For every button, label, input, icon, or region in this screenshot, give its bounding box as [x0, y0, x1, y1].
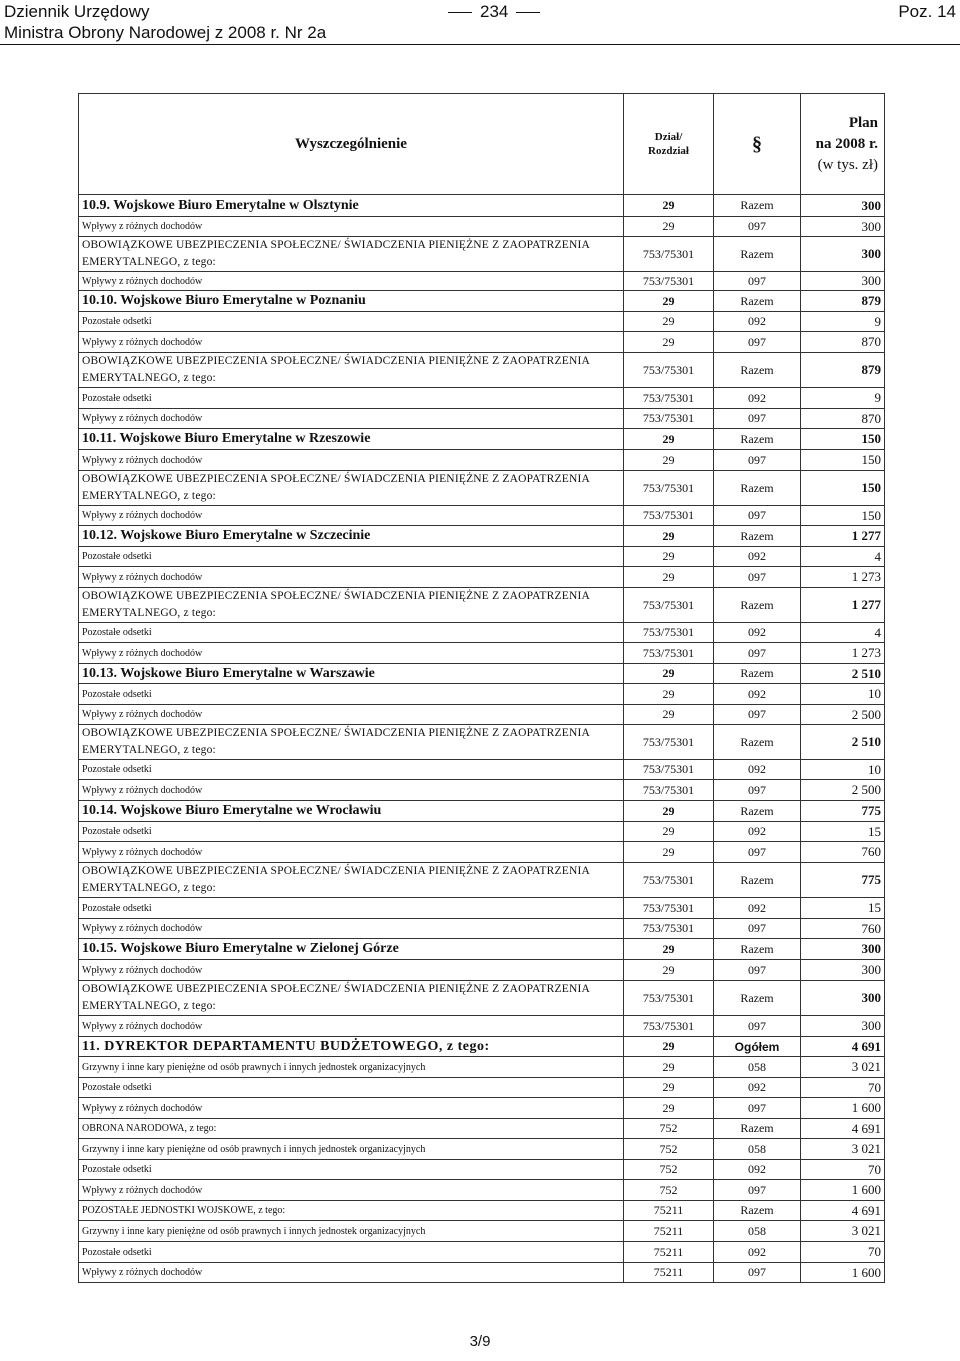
ministry-line: Ministra Obrony Narodowej z 2008 r. Nr 2a	[4, 23, 327, 42]
row-dzial: 29	[624, 705, 714, 725]
row-description: OBOWIĄZKOWE UBEZPIECZENIA SPOŁECZNE/ ŚWIADCZENIA PIENIĘŻNE Z ZAOPATRZENIA EMERYTALNEGO, z tego:	[79, 471, 624, 506]
row-plan-value: 150	[801, 450, 885, 471]
row-plan-value: 775	[801, 863, 885, 898]
table-row	[79, 471, 885, 506]
row-plan-value: 4 691	[801, 1037, 885, 1057]
row-description: Wpływy z różnych dochodów	[79, 409, 624, 429]
row-paragraph: 092	[714, 760, 801, 780]
table-row	[79, 939, 885, 960]
row-paragraph: Razem	[714, 471, 801, 506]
row-dzial: 29	[624, 291, 714, 312]
row-dzial: 29	[624, 1098, 714, 1119]
row-dzial: 29	[624, 1037, 714, 1057]
table-row	[79, 291, 885, 312]
table-row	[79, 588, 885, 623]
row-plan-value: 760	[801, 842, 885, 863]
table-row	[79, 960, 885, 981]
row-dzial: 752	[624, 1119, 714, 1139]
row-description: 10.12. Wojskowe Biuro Emerytalne w Szczecinie	[79, 526, 624, 547]
header-description: Wyszczególnienie	[79, 94, 624, 195]
table-row	[79, 217, 885, 237]
header-plan-line2: na 2008 r.	[815, 135, 878, 152]
table-row	[79, 684, 885, 705]
table-row	[79, 623, 885, 643]
header-rule	[0, 44, 960, 45]
row-paragraph: Ogółem	[714, 1037, 801, 1057]
row-paragraph: 092	[714, 1078, 801, 1098]
header-plan	[801, 94, 885, 195]
budget-table	[78, 93, 885, 1283]
row-description: Pozostałe odsetki	[79, 760, 624, 780]
row-dzial: 29	[624, 939, 714, 960]
dash-left	[448, 12, 472, 13]
row-dzial: 29	[624, 450, 714, 471]
row-dzial: 29	[624, 842, 714, 863]
row-description: Wpływy z różnych dochodów	[79, 450, 624, 471]
header-dzial	[624, 94, 714, 195]
row-paragraph: 097	[714, 919, 801, 939]
table-row	[79, 919, 885, 939]
row-plan-value: 300	[801, 960, 885, 981]
table-row	[79, 780, 885, 801]
table-row	[79, 1139, 885, 1160]
row-plan-value: 2 510	[801, 725, 885, 760]
table-row	[79, 353, 885, 388]
row-dzial: 753/75301	[624, 898, 714, 919]
table-row	[79, 195, 885, 217]
row-plan-value: 15	[801, 822, 885, 842]
row-description: 10.9. Wojskowe Biuro Emerytalne w Olsztynie	[79, 195, 624, 217]
row-plan-value: 1 273	[801, 643, 885, 664]
table-row	[79, 1201, 885, 1221]
row-description: Pozostałe odsetki	[79, 388, 624, 409]
table-row	[79, 409, 885, 429]
header-dzial-line1: Dział/	[654, 131, 683, 143]
row-paragraph: 097	[714, 1180, 801, 1201]
row-dzial: 75211	[624, 1221, 714, 1242]
row-dzial: 753/75301	[624, 1016, 714, 1037]
header-plan-line3: (w tys. zł)	[817, 156, 878, 173]
row-description: 11. DYREKTOR DEPARTAMENTU BUDŻETOWEGO, z tego:	[79, 1037, 624, 1057]
row-dzial: 753/75301	[624, 388, 714, 409]
row-plan-value: 1 277	[801, 526, 885, 547]
row-paragraph: Razem	[714, 981, 801, 1016]
row-description: Pozostałe odsetki	[79, 684, 624, 705]
page-number-header	[440, 1, 548, 22]
row-plan-value: 150	[801, 471, 885, 506]
row-description: Wpływy z różnych dochodów	[79, 780, 624, 801]
row-dzial: 753/75301	[624, 237, 714, 272]
table-row	[79, 1160, 885, 1180]
dash-right	[516, 12, 540, 13]
row-description: OBOWIĄZKOWE UBEZPIECZENIA SPOŁECZNE/ ŚWIADCZENIA PIENIĘŻNE Z ZAOPATRZENIA EMERYTALNEGO, z tego:	[79, 981, 624, 1016]
row-paragraph: Razem	[714, 588, 801, 623]
row-description: OBOWIĄZKOWE UBEZPIECZENIA SPOŁECZNE/ ŚWIADCZENIA PIENIĘŻNE Z ZAOPATRZENIA EMERYTALNEGO, z tego:	[79, 725, 624, 760]
table-row	[79, 643, 885, 664]
row-description: 10.15. Wojskowe Biuro Emerytalne w Zielonej Górze	[79, 939, 624, 960]
row-dzial: 753/75301	[624, 471, 714, 506]
row-description: Wpływy z różnych dochodów	[79, 567, 624, 588]
row-paragraph: Razem	[714, 801, 801, 822]
row-plan-value: 300	[801, 939, 885, 960]
row-paragraph: 092	[714, 822, 801, 842]
row-plan-value: 3 021	[801, 1221, 885, 1242]
row-paragraph: 097	[714, 1016, 801, 1037]
row-paragraph: 097	[714, 272, 801, 291]
row-paragraph: Razem	[714, 237, 801, 272]
row-description: 10.14. Wojskowe Biuro Emerytalne we Wrocławiu	[79, 801, 624, 822]
row-paragraph: Razem	[714, 291, 801, 312]
row-plan-value: 150	[801, 506, 885, 526]
row-plan-value: 2 510	[801, 664, 885, 684]
row-description: 10.13. Wojskowe Biuro Emerytalne w Warszawie	[79, 664, 624, 684]
row-dzial: 29	[624, 801, 714, 822]
row-paragraph: 092	[714, 898, 801, 919]
row-dzial: 29	[624, 1078, 714, 1098]
row-description: Pozostałe odsetki	[79, 1078, 624, 1098]
row-description: POZOSTAŁE JEDNOSTKI WOJSKOWE, z tego:	[79, 1201, 624, 1221]
row-dzial: 753/75301	[624, 760, 714, 780]
table-row	[79, 822, 885, 842]
row-paragraph: Razem	[714, 725, 801, 760]
row-plan-value: 870	[801, 332, 885, 353]
row-dzial: 29	[624, 1057, 714, 1078]
row-paragraph: Razem	[714, 664, 801, 684]
row-description: Wpływy z różnych dochodów	[79, 1098, 624, 1119]
table-row	[79, 450, 885, 471]
row-paragraph: Razem	[714, 939, 801, 960]
row-paragraph: 097	[714, 567, 801, 588]
row-dzial: 29	[624, 684, 714, 705]
row-paragraph: 097	[714, 780, 801, 801]
table-row	[79, 1180, 885, 1201]
row-description: Grzywny i inne kary pieniężne od osób prawnych i innych jednostek organizacyjnych	[79, 1057, 624, 1078]
table-row	[79, 1057, 885, 1078]
footer-page-number: 3/9	[469, 1333, 491, 1350]
row-plan-value: 150	[801, 429, 885, 450]
row-dzial: 753/75301	[624, 506, 714, 526]
table-row	[79, 506, 885, 526]
row-description: 10.11. Wojskowe Biuro Emerytalne w Rzeszowie	[79, 429, 624, 450]
row-paragraph: 097	[714, 450, 801, 471]
row-dzial: 29	[624, 822, 714, 842]
table-row	[79, 429, 885, 450]
row-dzial: 752	[624, 1139, 714, 1160]
row-paragraph: 097	[714, 332, 801, 353]
row-paragraph: 097	[714, 1098, 801, 1119]
row-paragraph: 092	[714, 1242, 801, 1263]
row-plan-value: 1 600	[801, 1098, 885, 1119]
table-row	[79, 1098, 885, 1119]
table-row	[79, 1221, 885, 1242]
row-paragraph: 092	[714, 547, 801, 567]
table-row	[79, 1263, 885, 1283]
row-plan-value: 3 021	[801, 1139, 885, 1160]
row-paragraph: 092	[714, 623, 801, 643]
table-body	[79, 195, 885, 1283]
header-dzial-line2: Rozdział	[648, 145, 689, 157]
row-description: Pozostałe odsetki	[79, 822, 624, 842]
row-plan-value: 70	[801, 1078, 885, 1098]
row-dzial: 753/75301	[624, 919, 714, 939]
table-row	[79, 332, 885, 353]
row-plan-value: 775	[801, 801, 885, 822]
row-dzial: 753/75301	[624, 409, 714, 429]
row-plan-value: 300	[801, 217, 885, 237]
row-dzial: 29	[624, 217, 714, 237]
row-paragraph: 058	[714, 1057, 801, 1078]
row-plan-value: 300	[801, 1016, 885, 1037]
row-description: OBOWIĄZKOWE UBEZPIECZENIA SPOŁECZNE/ ŚWIADCZENIA PIENIĘŻNE Z ZAOPATRZENIA EMERYTALNEGO, z tego:	[79, 863, 624, 898]
row-paragraph: Razem	[714, 863, 801, 898]
row-description: Pozostałe odsetki	[79, 898, 624, 919]
row-description: Wpływy z różnych dochodów	[79, 643, 624, 664]
table-row	[79, 664, 885, 684]
row-paragraph: 058	[714, 1221, 801, 1242]
position-label: Poz. 14	[898, 2, 956, 21]
row-paragraph: 097	[714, 1263, 801, 1283]
table-row	[79, 705, 885, 725]
row-description: Wpływy z różnych dochodów	[79, 842, 624, 863]
page-number: 234	[480, 2, 509, 21]
header-left	[4, 1, 326, 43]
row-plan-value: 1 277	[801, 588, 885, 623]
row-description: OBOWIĄZKOWE UBEZPIECZENIA SPOŁECZNE/ ŚWIADCZENIA PIENIĘŻNE Z ZAOPATRZENIA EMERYTALNEGO, z tego:	[79, 353, 624, 388]
row-plan-value: 4	[801, 547, 885, 567]
row-paragraph: 097	[714, 643, 801, 664]
row-description: Wpływy z różnych dochodów	[79, 272, 624, 291]
row-plan-value: 3 021	[801, 1057, 885, 1078]
row-plan-value: 9	[801, 388, 885, 409]
row-description: 10.10. Wojskowe Biuro Emerytalne w Poznaniu	[79, 291, 624, 312]
row-paragraph: Razem	[714, 353, 801, 388]
header-plan-line1: Plan	[848, 114, 878, 131]
row-paragraph: Razem	[714, 195, 801, 217]
table-row	[79, 725, 885, 760]
row-plan-value: 300	[801, 981, 885, 1016]
row-dzial: 752	[624, 1160, 714, 1180]
row-dzial: 753/75301	[624, 272, 714, 291]
row-plan-value: 300	[801, 272, 885, 291]
table-row	[79, 272, 885, 291]
row-dzial: 29	[624, 547, 714, 567]
row-paragraph: 097	[714, 842, 801, 863]
row-paragraph: 097	[714, 217, 801, 237]
row-description: OBOWIĄZKOWE UBEZPIECZENIA SPOŁECZNE/ ŚWIADCZENIA PIENIĘŻNE Z ZAOPATRZENIA EMERYTALNEGO, z tego:	[79, 588, 624, 623]
row-description: Wpływy z różnych dochodów	[79, 217, 624, 237]
row-description: OBOWIĄZKOWE UBEZPIECZENIA SPOŁECZNE/ ŚWIADCZENIA PIENIĘŻNE Z ZAOPATRZENIA EMERYTALNEGO, z tego:	[79, 237, 624, 272]
row-description: Pozostałe odsetki	[79, 623, 624, 643]
row-description: Wpływy z różnych dochodów	[79, 1263, 624, 1283]
row-paragraph: Razem	[714, 1201, 801, 1221]
table-row	[79, 1242, 885, 1263]
table-row	[79, 526, 885, 547]
row-dzial: 29	[624, 664, 714, 684]
row-dzial: 752	[624, 1180, 714, 1201]
row-paragraph: Razem	[714, 1119, 801, 1139]
table-row	[79, 567, 885, 588]
row-dzial: 29	[624, 567, 714, 588]
row-description: Wpływy z różnych dochodów	[79, 919, 624, 939]
row-dzial: 753/75301	[624, 780, 714, 801]
row-dzial: 753/75301	[624, 981, 714, 1016]
row-plan-value: 4	[801, 623, 885, 643]
row-description: Pozostałe odsetki	[79, 1242, 624, 1263]
row-plan-value: 1 600	[801, 1180, 885, 1201]
row-dzial: 753/75301	[624, 863, 714, 898]
row-paragraph: Razem	[714, 429, 801, 450]
table-row	[79, 547, 885, 567]
row-dzial: 753/75301	[624, 588, 714, 623]
row-description: Grzywny i inne kary pieniężne od osób prawnych i innych jednostek organizacyjnych	[79, 1139, 624, 1160]
row-plan-value: 760	[801, 919, 885, 939]
row-description: Wpływy z różnych dochodów	[79, 506, 624, 526]
row-paragraph: 092	[714, 1160, 801, 1180]
row-plan-value: 10	[801, 684, 885, 705]
row-paragraph: 097	[714, 705, 801, 725]
table-row	[79, 237, 885, 272]
row-description: OBRONA NARODOWA, z tego:	[79, 1119, 624, 1139]
row-dzial: 29	[624, 332, 714, 353]
table-row	[79, 863, 885, 898]
row-paragraph: 058	[714, 1139, 801, 1160]
row-plan-value: 15	[801, 898, 885, 919]
row-dzial: 75211	[624, 1201, 714, 1221]
row-paragraph: 092	[714, 312, 801, 332]
row-dzial: 75211	[624, 1242, 714, 1263]
row-paragraph: 092	[714, 684, 801, 705]
row-plan-value: 70	[801, 1160, 885, 1180]
row-paragraph: Razem	[714, 526, 801, 547]
row-plan-value: 4 691	[801, 1201, 885, 1221]
row-plan-value: 870	[801, 409, 885, 429]
row-plan-value: 879	[801, 291, 885, 312]
row-description: Pozostałe odsetki	[79, 1160, 624, 1180]
row-description: Grzywny i inne kary pieniężne od osób prawnych i innych jednostek organizacyjnych	[79, 1221, 624, 1242]
row-dzial: 29	[624, 960, 714, 981]
row-plan-value: 300	[801, 195, 885, 217]
table-row	[79, 981, 885, 1016]
table-row	[79, 801, 885, 822]
row-paragraph: 092	[714, 388, 801, 409]
row-plan-value: 879	[801, 353, 885, 388]
row-dzial: 29	[624, 312, 714, 332]
row-paragraph: 097	[714, 506, 801, 526]
row-dzial: 753/75301	[624, 353, 714, 388]
row-plan-value: 2 500	[801, 705, 885, 725]
table-row	[79, 1078, 885, 1098]
row-plan-value: 9	[801, 312, 885, 332]
row-paragraph: 097	[714, 409, 801, 429]
row-paragraph: 097	[714, 960, 801, 981]
table-row	[79, 388, 885, 409]
row-plan-value: 10	[801, 760, 885, 780]
row-description: Wpływy z różnych dochodów	[79, 1016, 624, 1037]
row-description: Pozostałe odsetki	[79, 312, 624, 332]
row-plan-value: 70	[801, 1242, 885, 1263]
row-description: Wpływy z różnych dochodów	[79, 960, 624, 981]
table-row	[79, 1016, 885, 1037]
table-row	[79, 842, 885, 863]
row-plan-value: 2 500	[801, 780, 885, 801]
table-row	[79, 312, 885, 332]
row-description: Wpływy z różnych dochodów	[79, 705, 624, 725]
row-dzial: 29	[624, 526, 714, 547]
row-description: Wpływy z różnych dochodów	[79, 1180, 624, 1201]
row-description: Wpływy z różnych dochodów	[79, 332, 624, 353]
table-row	[79, 1037, 885, 1057]
table-row	[79, 1119, 885, 1139]
row-dzial: 753/75301	[624, 623, 714, 643]
row-plan-value: 1 600	[801, 1263, 885, 1283]
row-dzial: 753/75301	[624, 725, 714, 760]
table-row	[79, 898, 885, 919]
row-plan-value: 1 273	[801, 567, 885, 588]
row-plan-value: 300	[801, 237, 885, 272]
row-dzial: 29	[624, 429, 714, 450]
row-description: Pozostałe odsetki	[79, 547, 624, 567]
journal-title: Dziennik Urzędowy	[4, 2, 150, 21]
row-plan-value: 4 691	[801, 1119, 885, 1139]
table-header-row	[79, 94, 885, 195]
row-dzial: 75211	[624, 1263, 714, 1283]
row-dzial: 753/75301	[624, 643, 714, 664]
header-paragraph: §	[714, 94, 801, 195]
row-dzial: 29	[624, 195, 714, 217]
table-row	[79, 760, 885, 780]
